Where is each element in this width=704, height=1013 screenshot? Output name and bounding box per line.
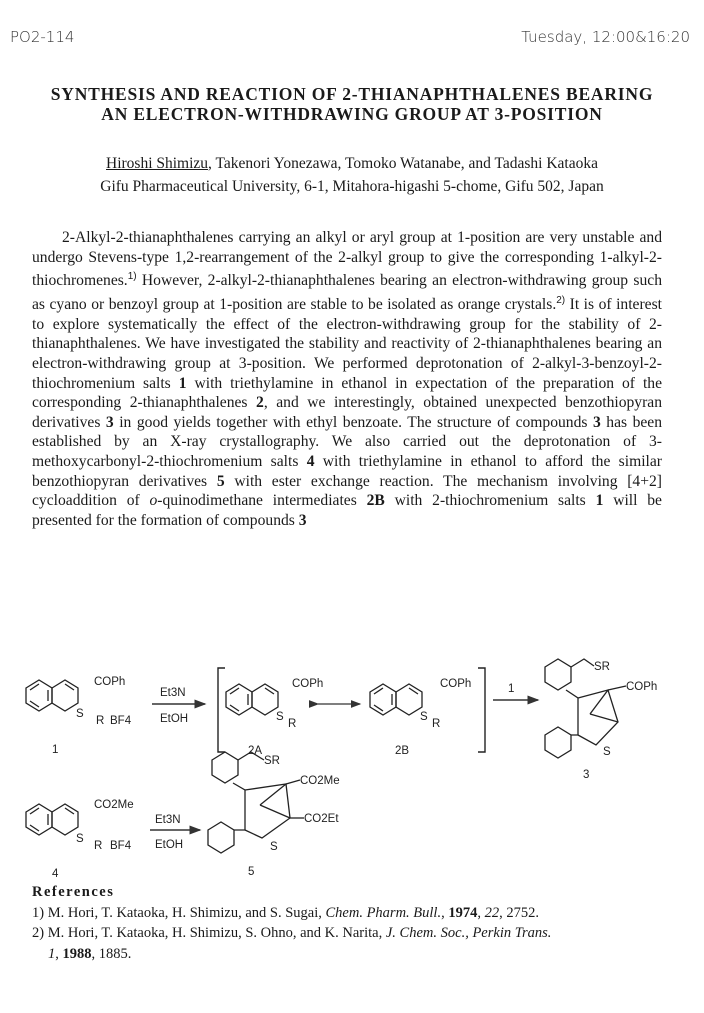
svg-text:BF4: BF4	[110, 715, 132, 727]
ref-pages: 2752.	[506, 904, 539, 921]
text: with 2-thiochromenium salts	[384, 492, 596, 510]
svg-text:2A: 2A	[248, 745, 263, 757]
compound-ref: 3	[105, 413, 114, 431]
compound-4	[26, 799, 134, 880]
svg-text:Et3N: Et3N	[155, 814, 181, 826]
svg-text:S: S	[76, 833, 84, 845]
reference-1: 1) M. Hori, T. Kataoka, H. Shimizu, and S. Sugai, Chem. Pharm. Bull., 1974, 22, 2752.	[32, 904, 539, 921]
arrow-3	[150, 814, 200, 851]
arrow-1	[152, 687, 205, 725]
compound-ref: 3	[592, 413, 601, 431]
svg-text:CO2Et: CO2Et	[304, 813, 339, 825]
ref-year: 1988	[62, 945, 92, 962]
svg-text:CO2Me: CO2Me	[94, 799, 134, 811]
reaction-scheme	[0, 650, 704, 880]
abstract	[32, 228, 662, 530]
svg-text:3: 3	[583, 769, 590, 781]
text: with triethylamine in ethanol to afford the similar benzothiopyran derivatives	[32, 452, 662, 490]
co-authors: , Takenori Yonezawa, Tomoko Watanabe, and Tadashi Kataoka	[208, 155, 598, 172]
svg-text:EtOH: EtOH	[155, 839, 184, 851]
svg-text:CO2Me: CO2Me	[300, 775, 340, 787]
text: with triethylamine in ethanol in expectation of the preparation of the corresponding 2-thianaphthalenes	[32, 374, 663, 412]
authors	[0, 155, 704, 173]
ref-year: 1974	[448, 904, 478, 921]
svg-text:SR: SR	[594, 661, 610, 673]
session-time: Tuesday, 12:00&16:20	[521, 28, 690, 46]
svg-text:BF4: BF4	[110, 840, 132, 852]
svg-text:COPh: COPh	[440, 678, 472, 690]
ref-journal: J. Chem. Soc., Perkin Trans.	[385, 925, 552, 941]
text: in good yields together with ethyl benzoate. The structure of compounds	[113, 413, 593, 431]
affiliation: Gifu Pharmaceutical University, 6-1, Mitahora-higashi 5-chome, Gifu 502, Japan	[100, 178, 604, 195]
presenting-author: Hiroshi Shimizu	[106, 155, 209, 172]
arrow-2	[493, 683, 538, 700]
text: o	[149, 492, 158, 510]
ref-number: 1)	[32, 904, 45, 921]
svg-text:S: S	[603, 746, 611, 758]
svg-text:COPh: COPh	[292, 678, 324, 690]
text: 2-Alkyl-2-thianaphthalenes carrying an alkyl or aryl group at 1-position are very unstable and undergo Stevens-type 1,2-rearrangement of the 2-alkyl group to give the corresponding 1-alkyl-2-thiochromenes.	[32, 229, 662, 290]
svg-text:1: 1	[508, 683, 515, 695]
compound-ref: 1	[595, 492, 604, 510]
svg-text:R: R	[94, 840, 103, 852]
citation: 2)	[556, 294, 566, 306]
references-heading: References	[32, 884, 115, 900]
text: will be presented for the formation of compounds	[32, 492, 662, 529]
svg-text:R: R	[432, 718, 441, 730]
text: with ester exchange reaction. The mechanism involving [4+2] cycloaddition of	[32, 472, 662, 510]
compound-2B	[370, 678, 471, 757]
svg-text:S: S	[270, 841, 278, 853]
svg-text:5: 5	[248, 866, 255, 878]
svg-text:S: S	[276, 711, 284, 723]
compound-ref: 2B	[366, 492, 385, 510]
text: However, 2-alkyl-2-thianaphthalenes bearing an electron-withdrawing group such as cyano or benzoyl group at 1-position are stable to be isolated as orange crystals.	[32, 272, 662, 314]
text: It is of interest to explore systematically the effect of the electron-withdrawing group for the stability of 2-thianaphthalenes. We have investigated the stability and reactivity of 2-thianaphthalenes bearing an electron-withdrawing group at 3-position. We performed deprotonation of 2-alkyl-3-benzoyl-2-thiochromenium salts	[32, 296, 662, 392]
ref-authors: M. Hori, T. Kataoka, H. Shimizu, and S. Sugai,	[47, 904, 326, 921]
paper-title: SYNTHESIS AND REACTION OF 2-THIANAPHTHALENES BEARING AN ELECTRON-WITHDRAWING GROUP AT 3-POSITION	[50, 84, 654, 124]
compound-1	[26, 676, 132, 756]
compound-ref: 3	[298, 511, 307, 529]
svg-text:R: R	[288, 718, 297, 730]
compound-2A	[226, 678, 323, 757]
text: has been established by an X-ray crystallography. We also carried out the deprotonation of 3-methoxycarbonyl-2-thiochromenium salts	[32, 413, 663, 470]
compound-ref: 4	[306, 452, 315, 470]
text: , and we interestingly, obtained unexpected benzothiopyran derivatives	[32, 394, 662, 431]
ref-volume: 1	[48, 945, 56, 962]
ref-pages: 1885.	[98, 945, 132, 962]
svg-text:S: S	[420, 711, 428, 723]
svg-text:1: 1	[52, 744, 59, 756]
references	[32, 882, 672, 964]
ref-volume: 22	[484, 904, 500, 921]
compound-3	[545, 659, 657, 781]
svg-text:Et3N: Et3N	[160, 687, 186, 699]
text: -quinodimethane intermediates	[157, 492, 367, 510]
citation: 1)	[127, 271, 137, 283]
svg-text:COPh: COPh	[626, 681, 658, 693]
svg-text:S: S	[76, 708, 84, 720]
svg-text:COPh: COPh	[94, 676, 126, 688]
compound-ref: 5	[216, 472, 225, 490]
ref-authors: M. Hori, T. Kataoka, H. Shimizu, S. Ohno, and K. Narita,	[47, 925, 386, 941]
svg-text:2B: 2B	[395, 745, 410, 757]
svg-text:EtOH: EtOH	[160, 713, 189, 725]
ref-journal: Chem. Pharm. Bull.	[325, 904, 442, 921]
compound-5	[208, 752, 340, 878]
reference-2: 2) M. Hori, T. Kataoka, H. Shimizu, S. Ohno, and K. Narita, J. Chem. Soc., Perkin Trans. 1, 1988, 1885.	[32, 925, 552, 962]
svg-text:SR: SR	[264, 755, 280, 767]
ref-number: 2)	[32, 925, 45, 941]
svg-text:4: 4	[52, 868, 59, 880]
poster-code: PO2-114	[10, 28, 75, 46]
compound-ref: 1	[178, 374, 187, 392]
svg-text:R: R	[96, 715, 105, 727]
compound-ref: 2	[256, 394, 264, 412]
